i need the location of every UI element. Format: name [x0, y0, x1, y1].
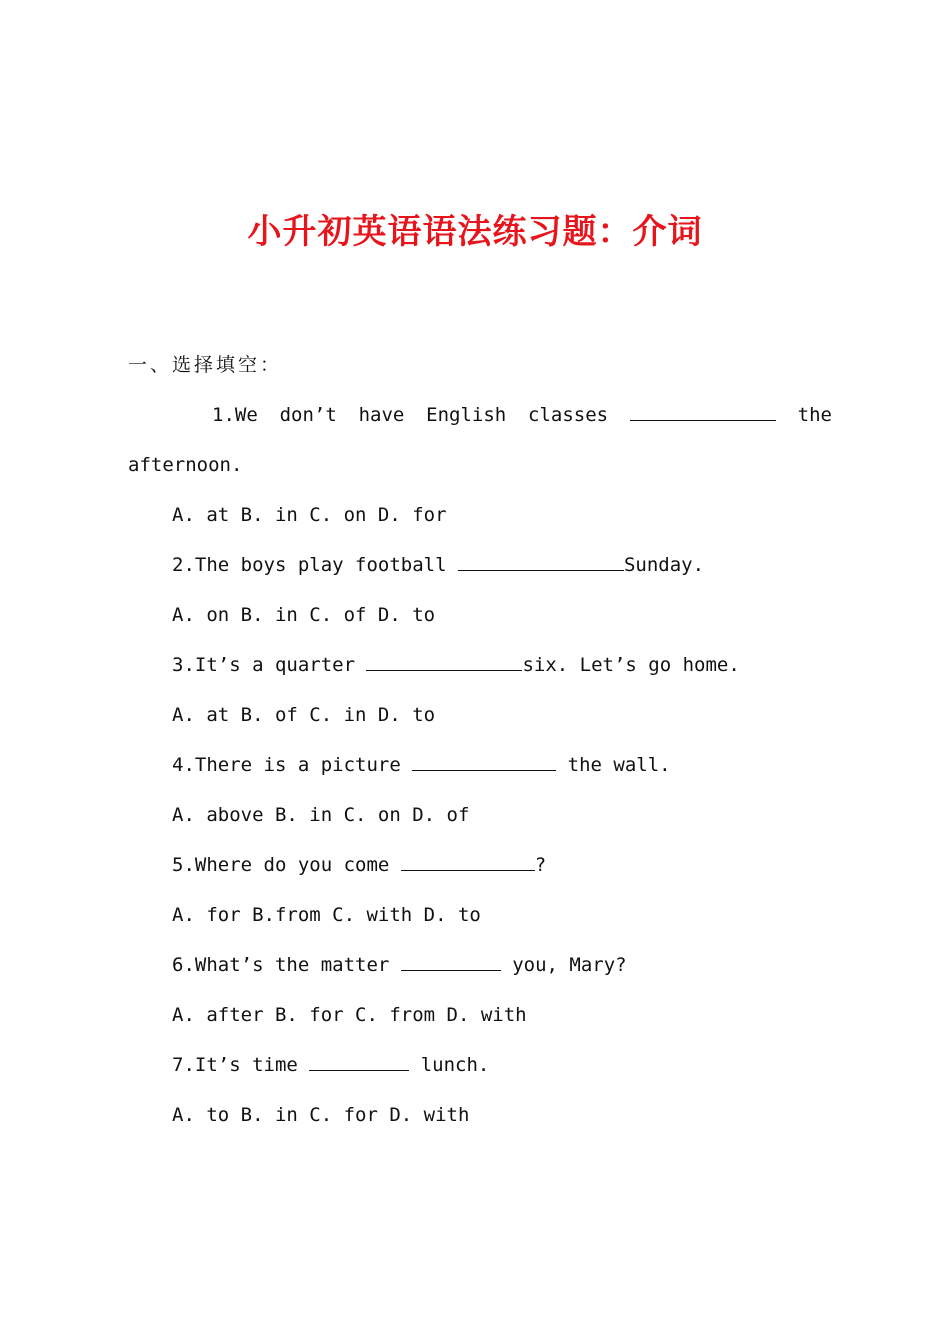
answer-blank[interactable]: [309, 1050, 409, 1071]
question-1: [212, 400, 832, 430]
question-text: lunch.: [409, 1054, 490, 1076]
q1-word: English: [426, 404, 507, 426]
answer-blank[interactable]: [366, 650, 522, 671]
q1-word: have: [358, 404, 405, 426]
question-6: [172, 950, 627, 980]
question-3-options: A. at B. of C. in D. to: [172, 704, 436, 726]
question-text: 2.The boys play football: [172, 554, 458, 576]
question-7-options: A. to B. in C. for D. with: [172, 1104, 470, 1126]
question-text: you, Mary?: [500, 954, 627, 976]
question-text: 4.There is a picture: [172, 754, 413, 776]
answer-blank[interactable]: [401, 950, 501, 971]
question-text: Sunday.: [623, 554, 705, 576]
question-4: [172, 750, 671, 780]
question-5-options: A. for B.from C. with D. to: [172, 904, 481, 926]
question-4-options: A. above B. in C. on D. of: [172, 804, 470, 826]
question-6-options: A. after B. for C. from D. with: [172, 1004, 527, 1026]
question-text: 5.Where do you come: [172, 854, 401, 876]
answer-blank[interactable]: [630, 400, 776, 421]
answer-blank[interactable]: [458, 550, 624, 571]
question-5: [172, 850, 546, 880]
question-2-options: A. on B. in C. of D. to: [172, 604, 436, 626]
question-text: 7.It’s time: [172, 1054, 310, 1076]
question-text: six. Let’s go home.: [522, 654, 740, 676]
q1-word: the: [797, 404, 832, 426]
section-heading: 一、选择填空：: [128, 354, 283, 376]
q1-word: 1.We: [212, 404, 258, 426]
question-1-continuation: afternoon.: [128, 454, 243, 476]
question-2: [172, 550, 704, 580]
answer-blank[interactable]: [401, 850, 535, 871]
q1-word: classes: [528, 404, 609, 426]
answer-blank[interactable]: [412, 750, 556, 771]
page-title: 小升初英语语法练习题：介词: [247, 212, 703, 252]
q1-word: don’t: [279, 404, 337, 426]
question-text: 3.It’s a quarter: [172, 654, 367, 676]
question-1-options: A. at B. in C. on D. for: [172, 504, 447, 526]
question-text: the wall.: [556, 754, 671, 776]
question-7: [172, 1050, 489, 1080]
question-text: ?: [534, 854, 547, 876]
question-3: [172, 650, 740, 680]
question-text: 6.What’s the matter: [172, 954, 401, 976]
